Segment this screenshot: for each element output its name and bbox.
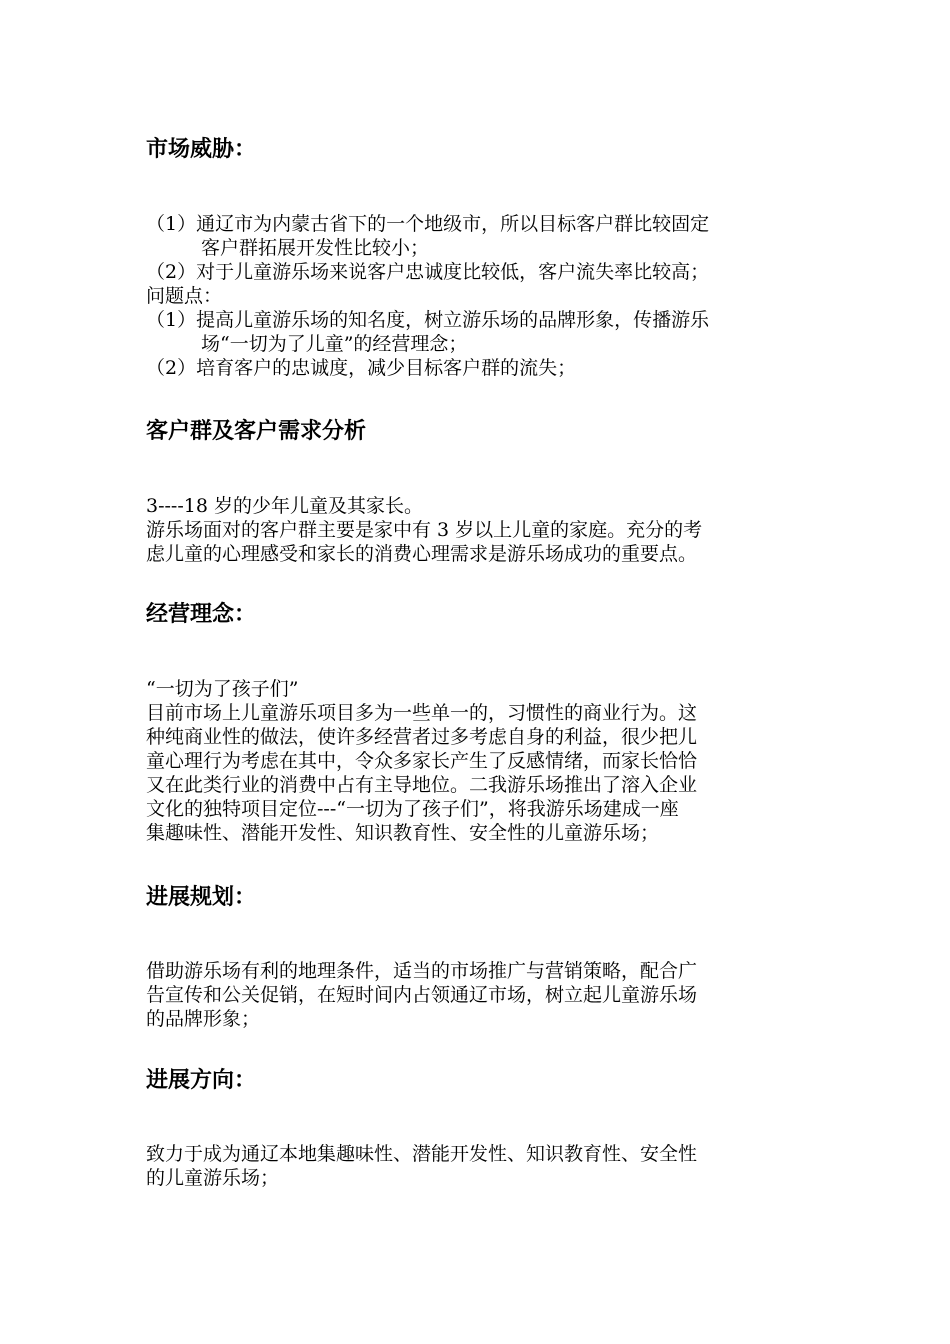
paragraph-line: 游乐场面对的客户群主要是家中有 3 岁以上儿童的家庭。充分的考 [146, 519, 703, 541]
paragraph-line: 致力于成为通辽本地集趣味性、潜能开发性、知识教育性、安全性 [146, 1143, 698, 1165]
paragraph-line: “一切为了孩子们” [146, 678, 299, 700]
paragraph-line: 的品牌形象； [146, 1008, 261, 1030]
section-heading-market-threat: 市场威胁： [146, 137, 257, 162]
paragraph-line: 问题点： [146, 285, 223, 307]
paragraph-line: 客户群拓展开发性比较小； [201, 237, 430, 259]
section-heading-business-philosophy: 经营理念： [146, 602, 257, 627]
section-body-market-threat [146, 212, 808, 380]
section-body-business-philosophy [146, 677, 808, 845]
paragraph-line: （2）培育客户的忠诚度，减少目标客户群的流失； [146, 357, 577, 379]
section-heading-development-plan: 进展规划： [146, 885, 257, 910]
section-heading-development-direction: 进展方向： [146, 1068, 257, 1093]
paragraph-line: 的儿童游乐场； [146, 1167, 280, 1189]
section-heading-customer-analysis: 客户群及客户需求分析 [146, 419, 367, 444]
paragraph-line: 借助游乐场有利的地理条件，适当的市场推广与营销策略，配合广 [146, 960, 698, 982]
paragraph-line: （1）提高儿童游乐场的知名度，树立游乐场的品牌形象，传播游乐 [146, 309, 710, 331]
paragraph-line: 目前市场上儿童游乐项目多为一些单一的，习惯性的商业行为。这 [146, 702, 698, 724]
section-body-development-direction [146, 1142, 808, 1190]
section-body-customer-analysis [146, 494, 808, 566]
paragraph-line: 3----18 岁的少年儿童及其家长。 [146, 495, 423, 517]
paragraph-line: 又在此类行业的消费中占有主导地位。二我游乐场推出了溶入企业 [146, 774, 698, 796]
paragraph-line: 场“一切为了儿童”的经营理念； [201, 333, 468, 355]
section-body-development-plan [146, 959, 808, 1031]
paragraph-line: 文化的独特项目定位---“一切为了孩子们”，将我游乐场建成一座 [146, 798, 679, 820]
paragraph-line: 集趣味性、潜能开发性、知识教育性、安全性的儿童游乐场； [146, 822, 660, 844]
paragraph-line: 种纯商业性的做法，使许多经营者过多考虑自身的利益，很少把儿 [146, 726, 698, 748]
paragraph-line: 童心理行为考虑在其中，令众多家长产生了反感情绪，而家长恰恰 [146, 750, 698, 772]
paragraph-line: 虑儿童的心理感受和家长的消费心理需求是游乐场成功的重要点。 [146, 543, 698, 565]
paragraph-line: 告宣传和公关促销，在短时间内占领通辽市场，树立起儿童游乐场 [146, 984, 698, 1006]
paragraph-line: （2）对于儿童游乐场来说客户忠诚度比较低，客户流失率比较高； [146, 261, 710, 283]
paragraph-line: （1）通辽市为内蒙古省下的一个地级市，所以目标客户群比较固定 [146, 213, 710, 235]
